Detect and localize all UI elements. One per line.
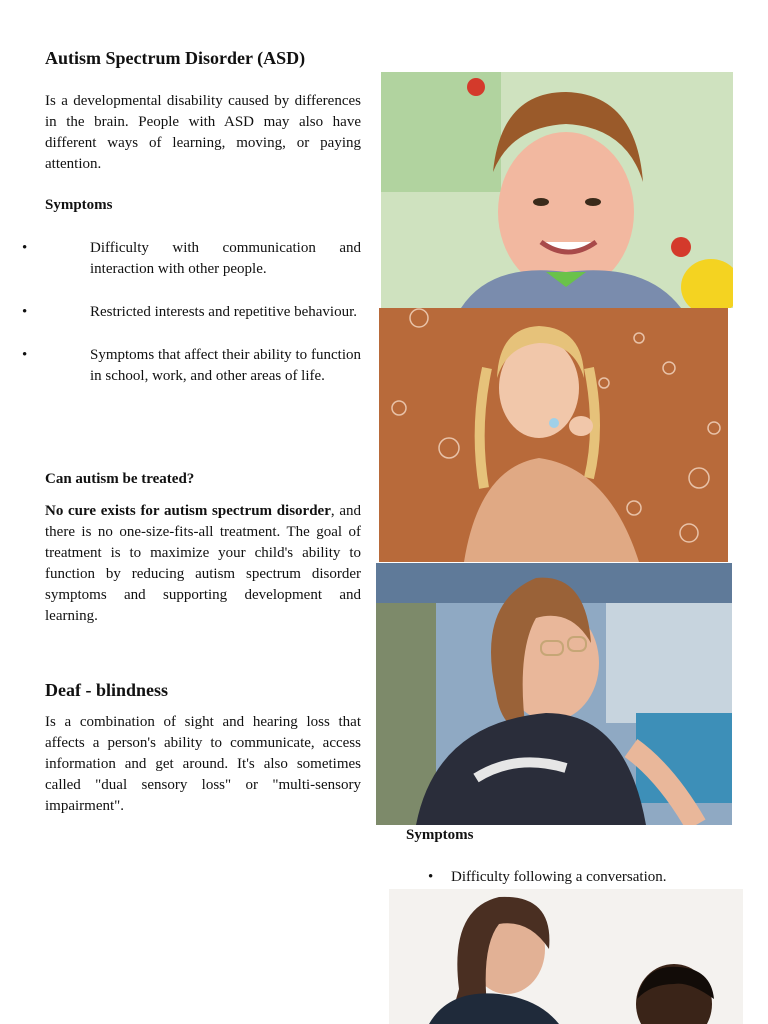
photo-girl-bubbles	[379, 308, 728, 562]
treat-heading: Can autism be treated?	[45, 471, 195, 487]
deaf-symptoms-list	[406, 867, 736, 888]
treat-bold-text: No cure exists for autism spectrum disorder	[45, 503, 331, 519]
list-item: • Restricted interests and repetitive behaviour.	[0, 302, 361, 323]
list-item: • Difficulty with communication and interaction with other people.	[0, 238, 361, 280]
treat-paragraph	[45, 501, 361, 627]
deaf-title: Deaf - blindness	[45, 680, 169, 700]
photo-smiling-boy	[381, 72, 733, 308]
asd-symptoms-list	[45, 238, 361, 387]
photo-girl-glasses	[376, 563, 732, 825]
asd-symptoms-heading: Symptoms	[45, 197, 113, 213]
photo-conversation	[389, 889, 743, 1024]
list-item: • Difficulty following a conversation.	[406, 867, 736, 888]
deaf-symptoms-heading: Symptoms	[406, 827, 474, 843]
asd-title: Autism Spectrum Disorder (ASD)	[45, 48, 306, 68]
list-item: • Symptoms that affect their ability to function in school, work, and other areas of life.	[0, 345, 361, 387]
asd-intro: Is a developmental disability caused by differences in the brain. People with ASD may also have different ways of learning, moving, or paying attention.	[45, 93, 361, 172]
treat-rest-text: , and there is no one-size-fits-all treatment. The goal of treatment is to maximize your child's ability to function by reducing autism spectrum disorder symptoms and supporting development and learning.	[45, 503, 361, 624]
deaf-intro: Is a combination of sight and hearing loss that affects a person's ability to communicate, access information and get around. It's also sometimes called "dual sensory loss" or "multi-sensory impairment".	[45, 714, 361, 814]
